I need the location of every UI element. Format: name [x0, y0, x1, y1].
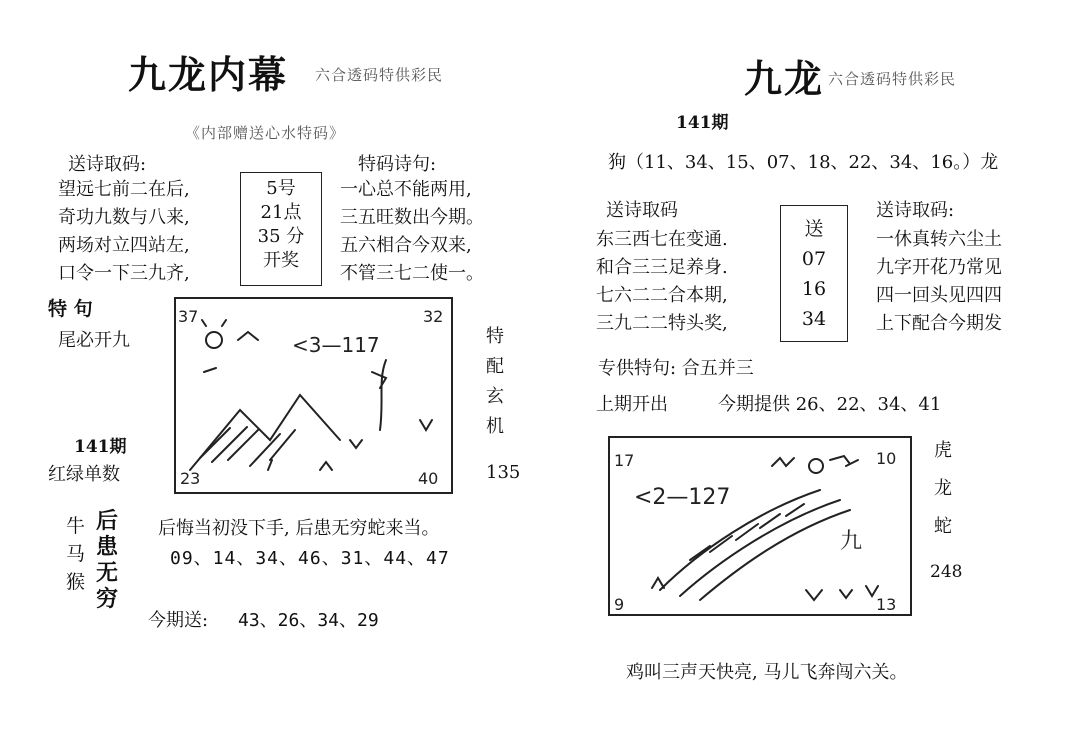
right-special-line: 专供特句: 合五并三	[598, 358, 754, 379]
wind-hatch-doodle	[690, 504, 804, 560]
phrase-part: 后患	[96, 508, 119, 560]
poem-line: 两场对立四站左,	[58, 235, 190, 256]
animal-item: 蛇	[934, 516, 952, 537]
right-poem-header-right: 送诗取码:	[876, 200, 955, 221]
left-issue-desc: 红绿单数	[48, 464, 120, 485]
box-line: 送	[804, 218, 824, 240]
poem-line: 不管三七二使一。	[340, 263, 484, 284]
box-line: 16	[801, 278, 827, 300]
box-line: 21点	[260, 202, 302, 223]
left-subtitle: 六合透码特供彩民	[315, 66, 444, 84]
poem-line: 上下配合今期发	[876, 313, 1002, 334]
right-issue: 141期	[676, 113, 729, 133]
poem-line: 奇功九数与八来,	[58, 207, 190, 228]
phrase-part: 无穷	[96, 560, 119, 612]
sketch-number-bottom-left: 23	[180, 469, 201, 488]
left-right-number: 135	[486, 462, 521, 483]
poem-line: 五六相合今双来,	[340, 235, 472, 256]
animal-item: 马	[66, 543, 86, 565]
sketch-number-bottom-right: 40	[418, 469, 439, 488]
box-line: 07	[801, 248, 827, 270]
right-poem-header-left: 送诗取码	[606, 200, 678, 221]
right-title: 九龙	[744, 56, 825, 101]
sketch-number-bottom-right: 13	[876, 595, 897, 614]
sketch-number-top-left: 37	[178, 307, 199, 326]
poem-line: 和合三三足养身.	[596, 257, 728, 278]
grass-doodle	[652, 578, 878, 600]
animal-item: 虎	[934, 440, 952, 461]
box-line: 5号	[266, 178, 296, 199]
poem-line: 四一回头见四四	[876, 285, 1002, 306]
poem-line: 七六二二合本期,	[596, 285, 728, 306]
poem-line: 九字开花乃常见	[876, 257, 1002, 278]
sketch-number-bottom-left: 9	[614, 595, 625, 614]
left-right-vertical: 特配玄机	[486, 326, 504, 437]
left-tagline: 《内部赠送心水特码》	[185, 124, 346, 142]
sketch-char: 九	[840, 529, 863, 554]
left-poem-header-right: 特码诗句:	[358, 154, 437, 175]
sun-doodle	[809, 459, 823, 473]
left-special-label: 特 句	[48, 298, 93, 320]
left-numbers-line: 09、14、34、46、31、44、47	[170, 548, 450, 569]
box-line: 开奖	[263, 250, 299, 271]
sketch-sequence: <3—117	[292, 333, 380, 357]
right-subtitle: 六合透码特供彩民	[828, 70, 957, 88]
poem-line: 一休真转六尘土	[876, 229, 1002, 250]
sketch-number-top-right: 32	[423, 307, 444, 326]
poem-line: 口令一下三九齐,	[58, 263, 190, 284]
poem-line: 一心总不能两用,	[340, 179, 472, 200]
right-provide-line: 今期提供 26、22、34、41	[718, 394, 942, 415]
left-special-text: 尾必开九	[58, 330, 130, 351]
sun-ray-doodle	[772, 456, 858, 466]
poem-line: 东三西七在变通.	[596, 229, 728, 250]
left-send-label: 今期送:	[148, 610, 209, 631]
box-line: 34	[801, 308, 827, 330]
animal-item: 猴	[66, 571, 86, 593]
right-vertical-animals	[932, 432, 954, 546]
poem-line: 望远七前二在后,	[58, 179, 190, 200]
poem-line: 三五旺数出今期。	[340, 207, 484, 228]
left-poem-header-left: 送诗取码:	[68, 154, 147, 175]
box-line: 35 分	[257, 226, 305, 247]
right-dog-line: 狗（11、34、15、07、18、22、34、16。）龙	[608, 152, 999, 173]
right-last-label: 上期开出	[596, 394, 668, 415]
poem-line: 三九二二特头奖,	[596, 313, 728, 334]
animal-item: 牛	[66, 515, 86, 537]
sketch-number-top-right: 10	[876, 449, 897, 468]
sketch-sequence: <2—127	[634, 485, 731, 510]
left-send-numbers: 43、26、34、29	[238, 610, 379, 631]
left-title: 九龙内幕	[128, 52, 289, 97]
left-issue: 141期	[74, 437, 127, 457]
right-closing: 鸡叫三声天快亮, 马儿飞奔闯六关。	[626, 662, 908, 683]
animal-item: 龙	[934, 478, 952, 499]
left-verse: 后悔当初没下手, 后患无穷蛇来当。	[158, 518, 440, 539]
right-side-number: 248	[930, 562, 963, 582]
sketch-number-top-left: 17	[614, 451, 635, 470]
